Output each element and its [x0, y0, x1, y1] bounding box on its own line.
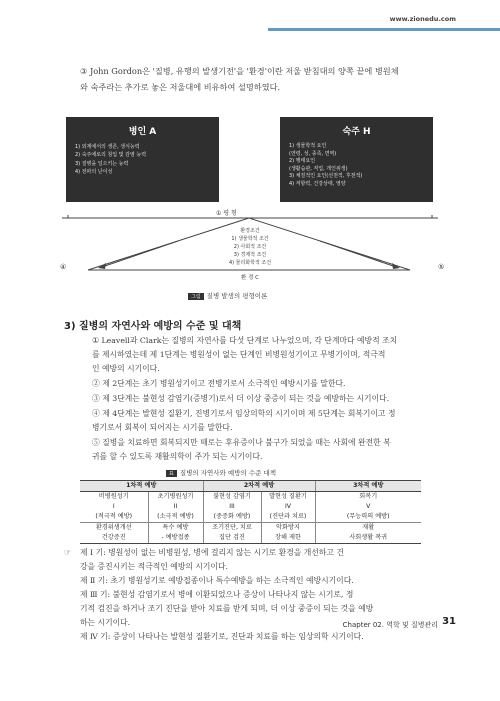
- host-item: 4) 저항력, 건강상태, 영양: [289, 180, 346, 187]
- table-cell: 발현성 질환기: [261, 492, 315, 503]
- list-item: [80, 392, 389, 406]
- note-line: 제 Ⅱ 기: 초기 병원성기로 예방접종이나 특수예방을 하는 소극적인 예방시기이다.: [80, 576, 354, 585]
- list-item: [80, 334, 397, 376]
- host-item: (연령, 성, 종족, 면역): [289, 150, 337, 157]
- table-cell: 특수 예방: [148, 523, 203, 534]
- table-cell: I: [112, 503, 115, 510]
- table-cell: 불현성 감염기: [203, 492, 261, 503]
- env-item: 2) 사회적 조건: [233, 244, 267, 250]
- header-tertiary: 3차적 예방: [315, 481, 421, 492]
- note-line: 제 Ⅲ 기: 불현성 감염기로서 병에 이환되었으나 증상이 나타나지 않는 시기로, 정: [80, 590, 354, 599]
- section-title: 3) 질병의 자연사와 예방의 수준 및 대책: [64, 321, 242, 332]
- table-cell: (중증화 예방): [203, 512, 261, 523]
- table-cell: 건강증진: [80, 533, 148, 544]
- table-cell: 사회생활 복귀: [315, 533, 421, 544]
- prevention-table: [80, 480, 421, 544]
- table-cell: (소극적 예방): [148, 512, 203, 523]
- note-line: 강을 증진시키는 적극적인 예방의 시기이다.: [80, 562, 228, 571]
- table-cell: (진단과 치료): [261, 512, 315, 523]
- list-item: [80, 436, 391, 464]
- note-line: 제 Ⅰ 기: 병원성이 없는 비병원성, 병에 걸리지 않는 시기로 환경을 개선하고 건: [80, 548, 344, 557]
- table-row: [80, 523, 421, 534]
- header-primary: 1차적 예방: [80, 481, 203, 492]
- table-caption-text: 질병의 자연사와 예방의 수준 대책: [179, 469, 277, 477]
- table-tag: 표: [166, 470, 177, 477]
- balance-diagram: [60, 117, 445, 281]
- table-row: [80, 533, 421, 544]
- table-cell: (무능력의 예방): [315, 512, 421, 523]
- host-item: (생활습관, 직업, 개인위생): [289, 165, 348, 172]
- list-item: [80, 377, 345, 391]
- list-item: [80, 407, 396, 435]
- table-header-row: [80, 481, 421, 492]
- header-accent-bar: [268, 28, 500, 31]
- table-cell: 환경위생개선: [80, 523, 148, 534]
- note-line: 제 Ⅳ 기: 증상이 나타나는 발현성 질환기로, 진단과 치료를 하는 임상의학 시기이다.: [80, 632, 364, 641]
- table-cell: 재활: [315, 523, 421, 534]
- env-title: 환경조건: [240, 228, 260, 234]
- site-url[interactable]: www.zionedu.com: [389, 15, 456, 23]
- env-item: 3) 경제적 조건: [233, 252, 267, 258]
- table-cell: IV: [261, 502, 315, 512]
- header-secondary: 2차적 예방: [203, 481, 315, 492]
- list-item-line: 병기로서 회복이 되어지는 시기를 말한다.: [92, 423, 233, 432]
- table-cell: II: [148, 502, 203, 512]
- host-item: 1) 생물학적 요인: [289, 143, 327, 149]
- list-item-line: ⑤ 질병을 치료하면 회복되지만 때로는 후유증이나 불구가 되었을 때는 사회에 완전한 복: [92, 438, 391, 447]
- table-cell: 악화방지: [261, 523, 315, 534]
- note-marker: ☞: [64, 548, 71, 557]
- table-cell: V: [315, 502, 421, 512]
- table-cell: 집단 검진: [203, 533, 261, 544]
- env-item: 1) 생물학적 조건: [231, 236, 269, 242]
- table-cell: - 예방접종: [148, 533, 203, 544]
- figure-caption: [188, 291, 267, 300]
- table-row: [80, 512, 421, 523]
- notes-block: [80, 546, 373, 644]
- intro-line-2: 와 숙주라는 추가로 놓은 저울대에 비유하여 설명하였다.: [80, 82, 281, 92]
- agent-item: 3) 질병을 일으키는 능력: [75, 160, 129, 167]
- table-cell: 장해 제한: [261, 533, 315, 544]
- table-row: [80, 502, 421, 512]
- table-cell: (적극적 예방): [95, 513, 133, 520]
- table-row: [80, 492, 421, 503]
- agent-item: 1) 외계에서의 생존, 생식능력: [75, 144, 140, 150]
- table-cell: 회복기: [315, 492, 421, 503]
- list-item-line: 를 제시하였는데 제 1단계는 병원성이 없는 단계인 비병원성기이고 무병기이며, 적극적: [92, 350, 386, 359]
- marker-4: ④: [60, 263, 67, 271]
- figure-caption-text: 질병 발생의 평형이론: [206, 292, 268, 300]
- list-item-line: ③ 제 3단계는 불현성 감염기(증병기)로서 더 이상 중증이 되는 것을 예방하는 시기이다.: [92, 394, 390, 403]
- host-item: 2) 행태요인: [289, 158, 316, 165]
- page-number: 31: [442, 616, 456, 627]
- agent-item: 2) 숙주에로의 침입 및 감염 능력: [75, 152, 147, 159]
- note-line: 기적 검진을 하거나 조기 진단을 받아 치료를 받게 되며, 더 이상 중증이 되는 것을 예방: [80, 604, 374, 613]
- chapter-footer: Chapter 02. 역학 및 질병관리: [342, 621, 438, 629]
- list-item-line: ① Leavell과 Clark는 질병의 자연사를 다섯 단계로 나누었으며, 각 단계마다 예방적 조치: [92, 336, 398, 345]
- agent-item: 4) 전파의 난이성: [75, 169, 113, 176]
- list-item-line: 인 예방의 시기이다.: [92, 364, 160, 373]
- marker-5: ⑤: [438, 263, 445, 271]
- balance-label: ① 평 형: [216, 210, 237, 217]
- host-title: 숙주 H: [342, 127, 371, 137]
- table-cell: 비병원성기: [98, 493, 129, 500]
- list-item-line: ② 제 2단계는 초기 병원성기이고 전병기로서 소극적인 예방시기를 말한다.: [92, 379, 346, 388]
- env-bottom-label: 환 경 C: [241, 275, 259, 281]
- figure-tag: 그림: [188, 293, 204, 300]
- table-caption: [166, 468, 276, 477]
- table-cell: 초기병원성기: [148, 492, 203, 503]
- table-cell: III: [203, 502, 261, 512]
- intro-line-1: ③ John Gordon은 '질병, 유행의 발생기전'을 '환경'이란 저울 받침대의 양쪽 끝에 병원체: [80, 66, 399, 76]
- list-item-line: 귀를 할 수 있도록 재활의학이 주가 되는 시기이다.: [92, 452, 263, 461]
- note-line: 하는 시기이다.: [80, 618, 131, 627]
- table-cell: 조기진단, 치료: [203, 523, 261, 534]
- environment-conditions: [216, 227, 284, 267]
- host-item: 3) 체질적인 요인(선천적, 후천적): [289, 173, 363, 180]
- env-item: 4) 물리화학적 조건: [228, 260, 272, 266]
- list-item-line: ④ 제 4단계는 발현성 질환기, 진병기로서 임상의학의 시기이며 제 5단계는 회복기이고 정: [92, 409, 396, 418]
- agent-title: 병인 A: [128, 127, 157, 137]
